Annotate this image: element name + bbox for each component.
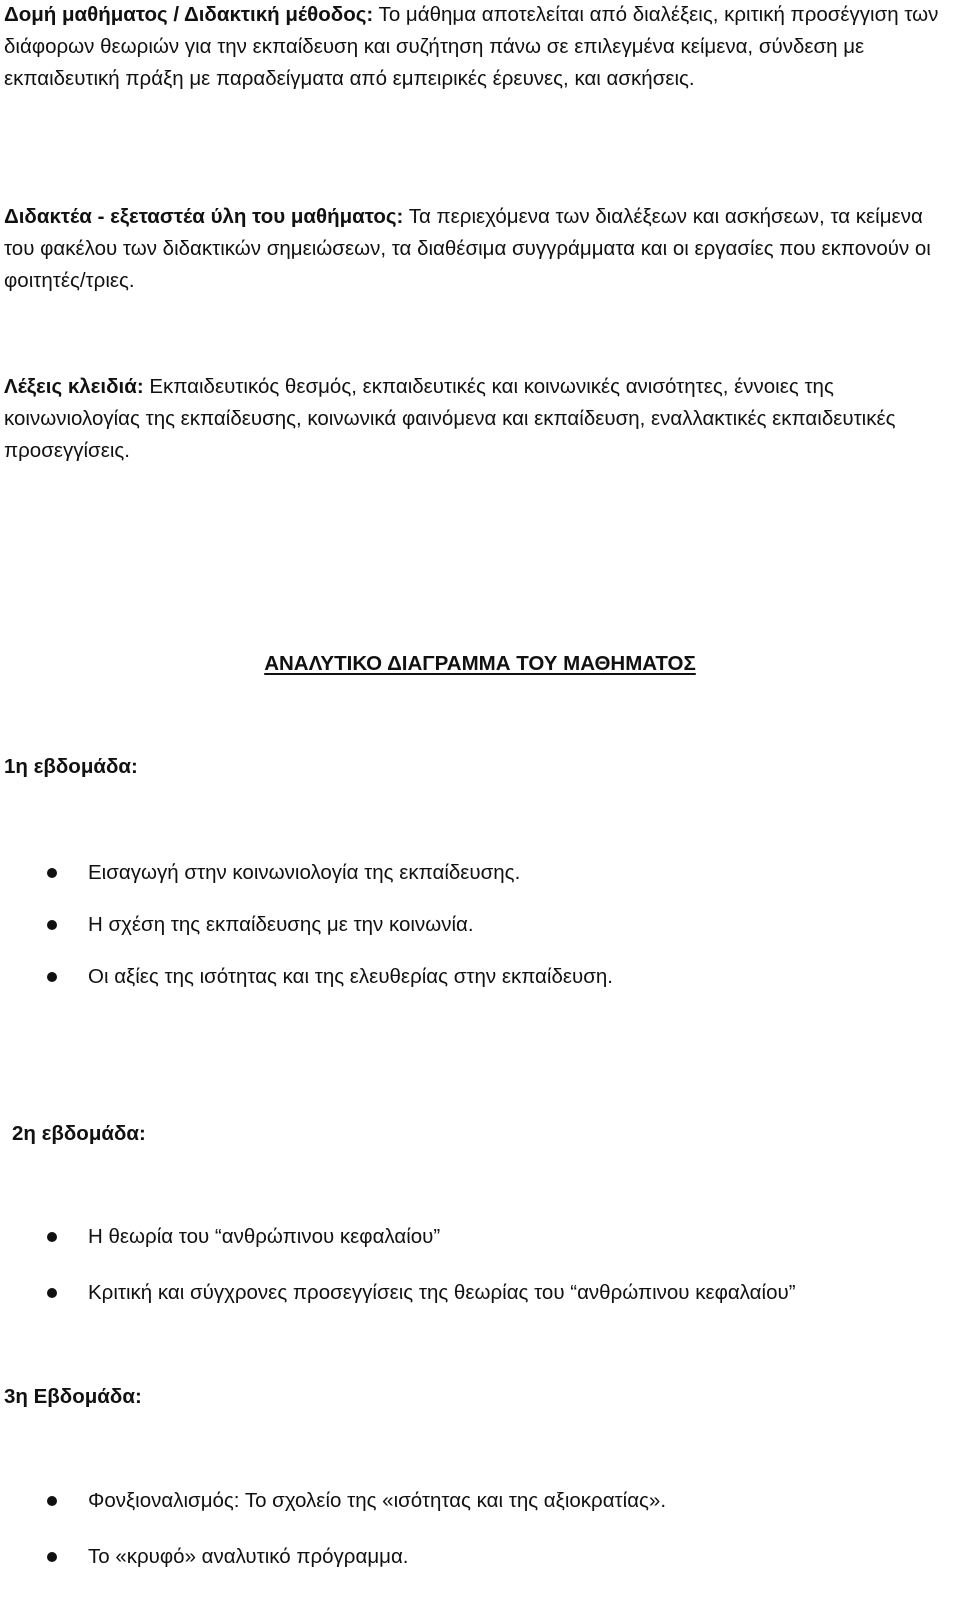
list-item-text: Η θεωρία του “ανθρώπινου κεφαλαίου” xyxy=(88,1225,441,1248)
bullet-icon xyxy=(47,1496,57,1506)
paragraph-course-material xyxy=(4,201,949,297)
list-item-text: Εισαγωγή στην κοινωνιολογία της εκπαίδευσης. xyxy=(88,861,521,884)
paragraph-keywords xyxy=(4,371,949,467)
week-2-title: 2η εβδομάδα: xyxy=(12,1122,146,1145)
week-3-title: 3η Εβδομάδα: xyxy=(4,1385,142,1408)
bullet-icon xyxy=(47,1552,57,1562)
paragraph-label: Δομή μαθήματος / Διδακτική μέθοδος: xyxy=(4,3,374,26)
paragraph-course-structure xyxy=(4,0,949,95)
bullet-icon xyxy=(47,1232,57,1242)
week-1-topics xyxy=(0,857,960,1013)
paragraph-label: Λέξεις κλειδιά: xyxy=(4,375,144,398)
list-item-text: Φονξιοναλισμός: Το σχολείο της «ισότητας και της αξιοκρατίας». xyxy=(88,1489,667,1512)
week-3-topics xyxy=(0,1485,960,1597)
list-item xyxy=(0,1541,960,1597)
bullet-icon xyxy=(47,920,57,930)
list-item-text: Η σχέση της εκπαίδευσης με την κοινωνία. xyxy=(88,913,474,936)
list-item xyxy=(0,1485,960,1541)
list-item xyxy=(0,1221,960,1277)
paragraph-text: Τα περιεχόμενα των διαλέξεων και ασκήσεων, τα κείμενα του φακέλου των διδακτικών σημειώσεων, τα διαθέσιμα συγγράμματα και οι εργασίες που εκπονούν οι φοιτητές/τριες. xyxy=(4,205,931,292)
list-item-text: Κριτική και σύγχρονες προσεγγίσεις της θεωρίας του “ανθρώπινου κεφαλαίου” xyxy=(88,1281,796,1304)
syllabus-heading: ΑΝΑΛΥΤΙΚΟ ΔΙΑΓΡΑΜΜΑ ΤΟΥ ΜΑΘΗΜΑΤΟΣ xyxy=(264,652,696,675)
bullet-icon xyxy=(47,1288,57,1298)
bullet-icon xyxy=(47,868,57,878)
list-item xyxy=(0,909,960,961)
paragraph-text: Εκπαιδευτικός θεσμός, εκπαιδευτικές και κοινωνικές ανισότητες, έννοιες της κοινωνιολογίας της εκπαίδευσης, κοινωνικά φαινόμενα και εκπαίδευση, εναλλακτικές εκπαιδευτικές προσεγγίσεις. xyxy=(4,375,896,462)
list-item xyxy=(0,1277,960,1333)
list-item xyxy=(0,857,960,909)
list-item-text: Το «κρυφό» αναλυτικό πρόγραμμα. xyxy=(88,1545,409,1568)
paragraph-text: Το μάθημα αποτελείται από διαλέξεις, κριτική προσέγγιση των διάφορων θεωριών για την εκπαίδευση και συζήτηση πάνω σε επιλεγμένα κείμενα, σύνδεση με εκπαιδευτική πράξη με παραδείγματα από εμπειρικές έρευνες, και ασκήσεις. xyxy=(4,3,939,90)
week-1-title: 1η εβδομάδα: xyxy=(4,755,138,778)
list-item xyxy=(0,961,960,1013)
week-2-topics xyxy=(0,1221,960,1333)
bullet-icon xyxy=(47,972,57,982)
list-item-text: Οι αξίες της ισότητας και της ελευθερίας στην εκπαίδευση. xyxy=(88,965,613,988)
paragraph-label: Διδακτέα - εξεταστέα ύλη του μαθήματος: xyxy=(4,205,404,228)
